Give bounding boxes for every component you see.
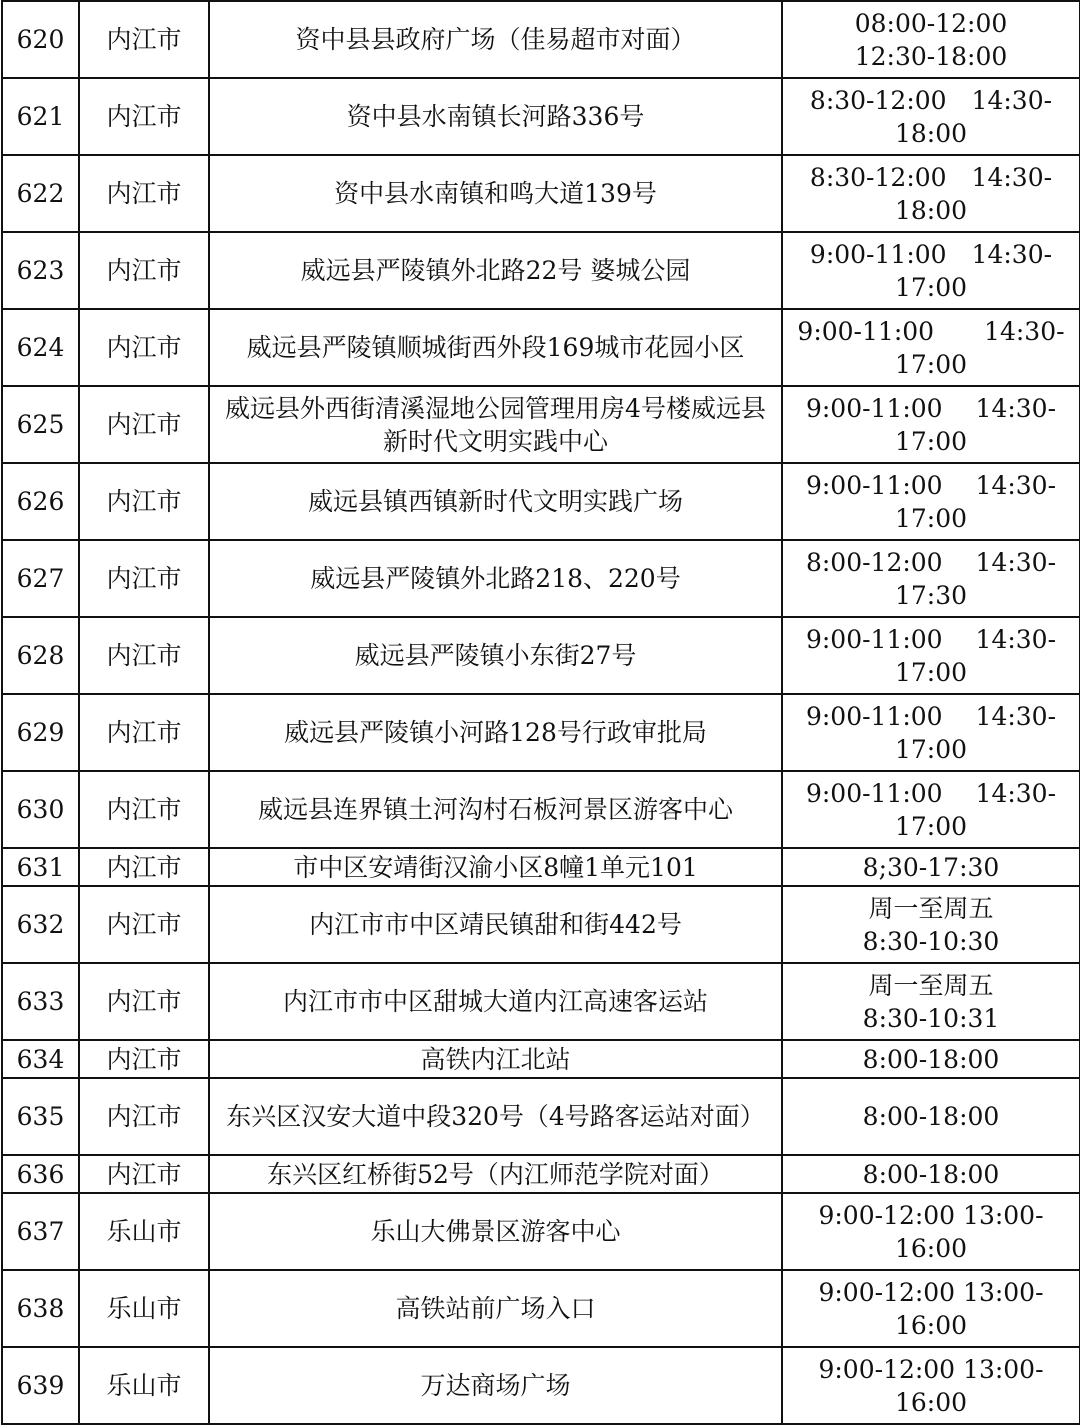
row-city: 内江市 bbox=[79, 1078, 209, 1155]
row-city: 内江市 bbox=[79, 463, 209, 540]
row-address: 资中县水南镇长河路336号 bbox=[209, 78, 782, 155]
row-address: 资中县县政府广场（佳易超市对面） bbox=[209, 1, 782, 78]
row-address: 市中区安靖街汉渝小区8幢1单元101 bbox=[209, 848, 782, 886]
row-address: 乐山大佛景区游客中心 bbox=[209, 1193, 782, 1270]
sites-table bbox=[1, 0, 1080, 1425]
row-address: 威远县镇西镇新时代文明实践广场 bbox=[209, 463, 782, 540]
table-row bbox=[2, 1155, 1080, 1193]
row-number: 621 bbox=[2, 78, 79, 155]
table-row bbox=[2, 1040, 1080, 1078]
row-number: 620 bbox=[2, 1, 79, 78]
table-row bbox=[2, 463, 1080, 540]
row-number: 622 bbox=[2, 155, 79, 232]
table-row bbox=[2, 617, 1080, 694]
row-number: 633 bbox=[2, 963, 79, 1040]
row-address: 威远县严陵镇外北路218、220号 bbox=[209, 540, 782, 617]
row-city: 乐山市 bbox=[79, 1270, 209, 1347]
row-city: 内江市 bbox=[79, 694, 209, 771]
row-city: 乐山市 bbox=[79, 1347, 209, 1424]
row-city: 内江市 bbox=[79, 771, 209, 848]
row-hours: 8:00-18:00 bbox=[782, 1155, 1080, 1193]
row-address: 高铁内江北站 bbox=[209, 1040, 782, 1078]
row-number: 632 bbox=[2, 886, 79, 963]
row-number: 631 bbox=[2, 848, 79, 886]
row-hours: 9:00-11:00 14:30- 17:00 bbox=[782, 309, 1080, 386]
row-city: 内江市 bbox=[79, 617, 209, 694]
row-hours: 9:00-11:00 14:30- 17:00 bbox=[782, 386, 1080, 463]
row-hours: 8:00-18:00 bbox=[782, 1078, 1080, 1155]
row-hours: 8:30-12:00 14:30- 18:00 bbox=[782, 155, 1080, 232]
row-city: 内江市 bbox=[79, 1, 209, 78]
table-row bbox=[2, 155, 1080, 232]
table-row bbox=[2, 886, 1080, 963]
table-row bbox=[2, 309, 1080, 386]
row-number: 630 bbox=[2, 771, 79, 848]
row-address: 威远县严陵镇小河路128号行政审批局 bbox=[209, 694, 782, 771]
row-address: 威远县外西街清溪湿地公园管理用房4号楼威远县新时代文明实践中心 bbox=[209, 386, 782, 463]
row-hours: 周一至周五 8:30-10:30 bbox=[782, 886, 1080, 963]
row-address: 万达商场广场 bbox=[209, 1347, 782, 1424]
row-hours: 9:00-12:00 13:00- 16:00 bbox=[782, 1347, 1080, 1424]
row-address: 高铁站前广场入口 bbox=[209, 1270, 782, 1347]
table-row bbox=[2, 232, 1080, 309]
table-row bbox=[2, 1193, 1080, 1270]
table-row bbox=[2, 78, 1080, 155]
row-city: 内江市 bbox=[79, 1155, 209, 1193]
table-row bbox=[2, 848, 1080, 886]
table-row bbox=[2, 386, 1080, 463]
row-address: 威远县严陵镇外北路22号 婆城公园 bbox=[209, 232, 782, 309]
row-hours: 8;30-17:30 bbox=[782, 848, 1080, 886]
row-city: 内江市 bbox=[79, 540, 209, 617]
row-hours: 9:00-11:00 14:30- 17:00 bbox=[782, 771, 1080, 848]
row-city: 内江市 bbox=[79, 78, 209, 155]
row-city: 内江市 bbox=[79, 886, 209, 963]
row-address: 威远县严陵镇小东街27号 bbox=[209, 617, 782, 694]
row-address: 威远县连界镇土河沟村石板河景区游客中心 bbox=[209, 771, 782, 848]
row-number: 629 bbox=[2, 694, 79, 771]
row-number: 628 bbox=[2, 617, 79, 694]
table-body bbox=[2, 1, 1080, 1424]
row-number: 637 bbox=[2, 1193, 79, 1270]
row-number: 626 bbox=[2, 463, 79, 540]
row-city: 内江市 bbox=[79, 386, 209, 463]
row-city: 内江市 bbox=[79, 155, 209, 232]
row-number: 634 bbox=[2, 1040, 79, 1078]
row-hours: 8:00-12:00 14:30- 17:30 bbox=[782, 540, 1080, 617]
row-hours: 8:30-12:00 14:30- 18:00 bbox=[782, 78, 1080, 155]
row-number: 623 bbox=[2, 232, 79, 309]
row-number: 625 bbox=[2, 386, 79, 463]
row-city: 内江市 bbox=[79, 232, 209, 309]
row-hours: 9:00-12:00 13:00- 16:00 bbox=[782, 1270, 1080, 1347]
row-city: 内江市 bbox=[79, 1040, 209, 1078]
row-number: 627 bbox=[2, 540, 79, 617]
row-hours: 08:00-12:00 12:30-18:00 bbox=[782, 1, 1080, 78]
table-row bbox=[2, 1270, 1080, 1347]
row-city: 乐山市 bbox=[79, 1193, 209, 1270]
row-city: 内江市 bbox=[79, 848, 209, 886]
row-hours: 9:00-12:00 13:00- 16:00 bbox=[782, 1193, 1080, 1270]
row-address: 东兴区红桥街52号（内江师范学院对面） bbox=[209, 1155, 782, 1193]
row-address: 内江市市中区甜城大道内江高速客运站 bbox=[209, 963, 782, 1040]
row-number: 636 bbox=[2, 1155, 79, 1193]
table-row bbox=[2, 1347, 1080, 1424]
row-hours: 9:00-11:00 14:30- 17:00 bbox=[782, 617, 1080, 694]
table-row bbox=[2, 1078, 1080, 1155]
row-address: 内江市市中区靖民镇甜和街442号 bbox=[209, 886, 782, 963]
row-address: 威远县严陵镇顺城街西外段169城市花园小区 bbox=[209, 309, 782, 386]
row-address: 资中县水南镇和鸣大道139号 bbox=[209, 155, 782, 232]
row-hours: 周一至周五 8:30-10:31 bbox=[782, 963, 1080, 1040]
table-row bbox=[2, 963, 1080, 1040]
row-number: 639 bbox=[2, 1347, 79, 1424]
row-hours: 8:00-18:00 bbox=[782, 1040, 1080, 1078]
table-row bbox=[2, 1, 1080, 78]
row-city: 内江市 bbox=[79, 309, 209, 386]
row-address: 东兴区汉安大道中段320号（4号路客运站对面） bbox=[209, 1078, 782, 1155]
row-city: 内江市 bbox=[79, 963, 209, 1040]
row-number: 624 bbox=[2, 309, 79, 386]
row-hours: 9:00-11:00 14:30- 17:00 bbox=[782, 694, 1080, 771]
table-row bbox=[2, 540, 1080, 617]
row-hours: 9:00-11:00 14:30- 17:00 bbox=[782, 232, 1080, 309]
row-number: 635 bbox=[2, 1078, 79, 1155]
row-number: 638 bbox=[2, 1270, 79, 1347]
table-row bbox=[2, 694, 1080, 771]
table-row bbox=[2, 771, 1080, 848]
row-hours: 9:00-11:00 14:30- 17:00 bbox=[782, 463, 1080, 540]
